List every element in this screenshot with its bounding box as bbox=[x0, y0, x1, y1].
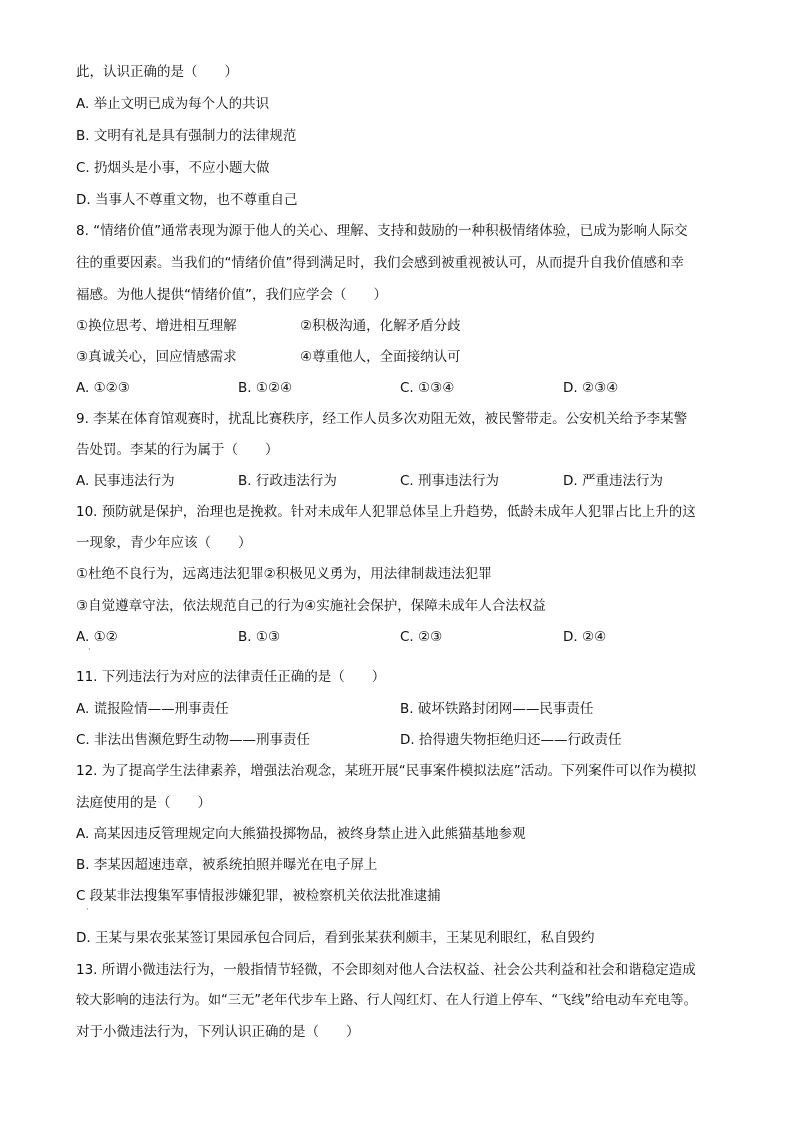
q13-stem-line-3: 对于小微违法行为，下列认识正确的是（ ） bbox=[76, 1024, 360, 1040]
q9-option-a: A. 民事违法行为 bbox=[76, 473, 175, 489]
q8-stem-line-3: 福感。为他人提供“情绪价值”，我们应学会（ ） bbox=[76, 287, 387, 303]
q8-stem-line-2: 往的重要因素。当我们的“情绪价值”得到满足时，我们会感到被重视被认可，从而提升自我价值感和幸 bbox=[76, 255, 684, 271]
q10-stem-line-1: 10. 预防就是保护，治理也是挽救。针对未成年人犯罪总体呈上升趋势，低龄未成年人犯罪占比上升的这 bbox=[76, 504, 696, 520]
q7-stem-end: 此，认识正确的是（ ） bbox=[76, 64, 238, 80]
q7-option-c: C. 扔烟头是小事，不应小题大做 bbox=[76, 160, 270, 176]
q8-option-d: D. ②③④ bbox=[563, 380, 619, 396]
q8-item-4: ④尊重他人，全面接纳认可 bbox=[300, 349, 461, 365]
q10-option-b: B. ①③ bbox=[238, 629, 281, 645]
q9-stem-line-2: 告处罚。李某的行为属于（ ） bbox=[76, 442, 279, 458]
q7-option-a: A. 举止文明已成为每个人的共识 bbox=[76, 96, 270, 112]
q11-option-d: D. 拾得遗失物拒绝归还——行政责任 bbox=[400, 732, 622, 748]
q7-option-b: B. 文明有礼是具有强制力的法律规范 bbox=[76, 128, 297, 144]
q10-item-line-1: ①杜绝不良行为，远离违法犯罪②积极见义勇为，用法律制裁违法犯罪 bbox=[76, 566, 492, 582]
stray-mark: · bbox=[88, 645, 91, 654]
q12-option-c: C 段某非法搜集军事情报涉嫌犯罪，被检察机关依法批准逮捕 bbox=[76, 888, 441, 904]
q7-option-d: D. 当事人不尊重文物，也不尊重自己 bbox=[76, 192, 298, 208]
q8-item-3: ③真诚关心，回应情感需求 bbox=[76, 349, 237, 365]
q8-option-a: A. ①②③ bbox=[76, 380, 130, 396]
q10-item-line-2: ③自觉遵章守法，依法规范自己的行为④实施社会保护，保障未成年人合法权益 bbox=[76, 598, 546, 614]
q12-option-b: B. 李某因超速违章，被系统拍照并曝光在电子屏上 bbox=[76, 857, 378, 873]
q11-option-b: B. 破坏铁路封闭网——民事责任 bbox=[400, 701, 594, 717]
q8-stem-line-1: 8. “情绪价值”通常表现为源于他人的关心、理解、支持和鼓励的一种积极情绪体验，已成为影响人际交 bbox=[76, 223, 688, 239]
q9-option-d: D. 严重违法行为 bbox=[563, 473, 663, 489]
stray-mark: · bbox=[86, 905, 89, 914]
q11-option-a: A. 谎报险情——刑事责任 bbox=[76, 701, 229, 717]
q9-option-c: C. 刑事违法行为 bbox=[400, 473, 500, 489]
q12-stem-line-1: 12. 为了提高学生法律素养，增强法治观念，某班开展“民事案件模拟法庭”活动。下列案件可以作为模拟 bbox=[76, 763, 697, 779]
q11-option-c: C. 非法出售濒危野生动物——刑事责任 bbox=[76, 732, 311, 748]
q12-option-a: A. 高某因违反管理规定向大熊猫投掷物品，被终身禁止进入此熊猫基地参观 bbox=[76, 826, 526, 842]
q9-option-b: B. 行政违法行为 bbox=[238, 473, 337, 489]
q13-stem-line-2: 较大影响的违法行为。如“三无”老年代步车上路、行人闯红灯、在人行道上停车、“飞线”给电动车充电等。 bbox=[76, 993, 697, 1008]
q10-stem-line-2: 一现象，青少年应该（ ） bbox=[76, 535, 252, 551]
q10-option-a: A. ①② bbox=[76, 629, 118, 645]
q9-stem-line-1: 9. 李某在体育馆观赛时，扰乱比赛秩序，经工作人员多次劝阻无效，被民警带走。公安机关给予李某警 bbox=[76, 411, 688, 427]
q10-option-d: D. ②④ bbox=[563, 629, 607, 645]
q13-stem-line-1: 13. 所谓小微违法行为，一般指情节轻微，不会即刻对他人合法权益、社会公共利益和社会和谐稳定造成 bbox=[76, 962, 696, 978]
q11-stem: 11. 下列违法行为对应的法律责任正确的是（ ） bbox=[76, 669, 386, 685]
q8-item-1: ①换位思考、增进相互理解 bbox=[76, 318, 237, 334]
q10-option-c: C. ②③ bbox=[400, 629, 443, 645]
q12-stem-line-2: 法庭使用的是（ ） bbox=[76, 795, 211, 811]
q12-option-d: D. 王某与果农张某签订果园承包合同后，看到张某获利颇丰，王某见利眼红，私自毁约 bbox=[76, 930, 595, 946]
q8-option-b: B. ①②④ bbox=[238, 380, 293, 396]
q8-option-c: C. ①③④ bbox=[400, 380, 455, 396]
q8-item-2: ②积极沟通，化解矛盾分歧 bbox=[300, 318, 461, 334]
